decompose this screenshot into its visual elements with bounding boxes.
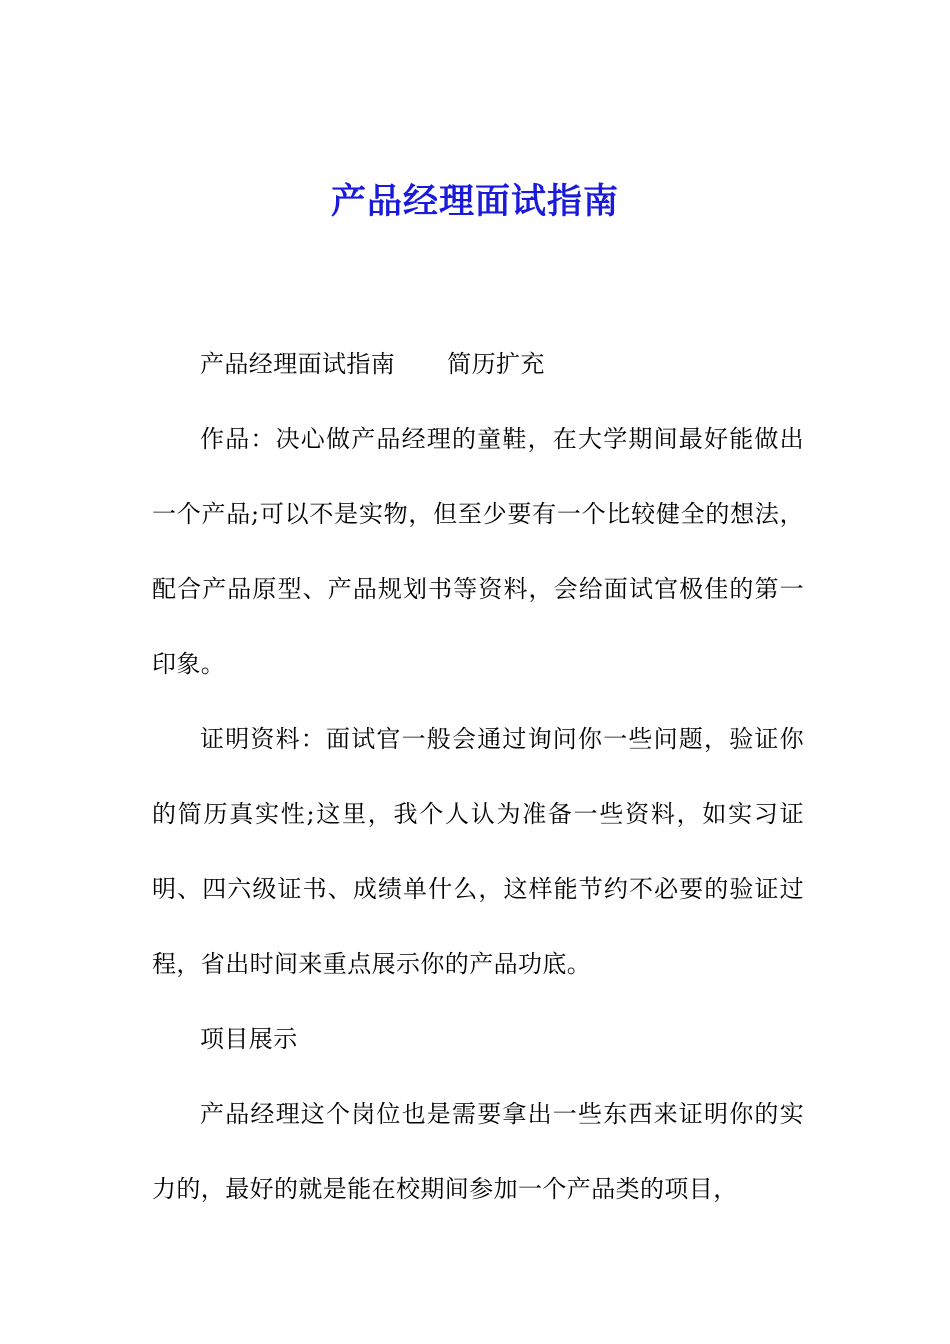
paragraph-project-display: 产品经理这个岗位也是需要拿出一些东西来证明你的实力的，最好的就是能在校期间参加一个产品类的项目，: [152, 1100, 804, 1203]
heading-line-left: 产品经理面试指南: [200, 350, 396, 378]
heading-line-right: 简历扩充: [447, 350, 545, 378]
document-body: [152, 327, 804, 1227]
paragraph-project-heading: 项目展示: [200, 1025, 298, 1053]
document-title: 产品经理面试指南: [330, 181, 619, 222]
paragraph-works: 作品：决心做产品经理的童鞋，在大学期间最好能做出一个产品;可以不是实物，但至少要有一个比较健全的想法，配合产品原型、产品规划书等资料，会给面试官极佳的第一印象。: [152, 425, 804, 678]
heading-line: [152, 327, 804, 402]
paragraph-proof-materials: 证明资料：面试官一般会通过询问你一些问题，验证你的简历真实性;这里，我个人认为准备一些资料，如实习证明、四六级证书、成绩单什么，这样能节约不必要的验证过程，省出时间来重点展示你的产品功底。: [152, 725, 804, 978]
